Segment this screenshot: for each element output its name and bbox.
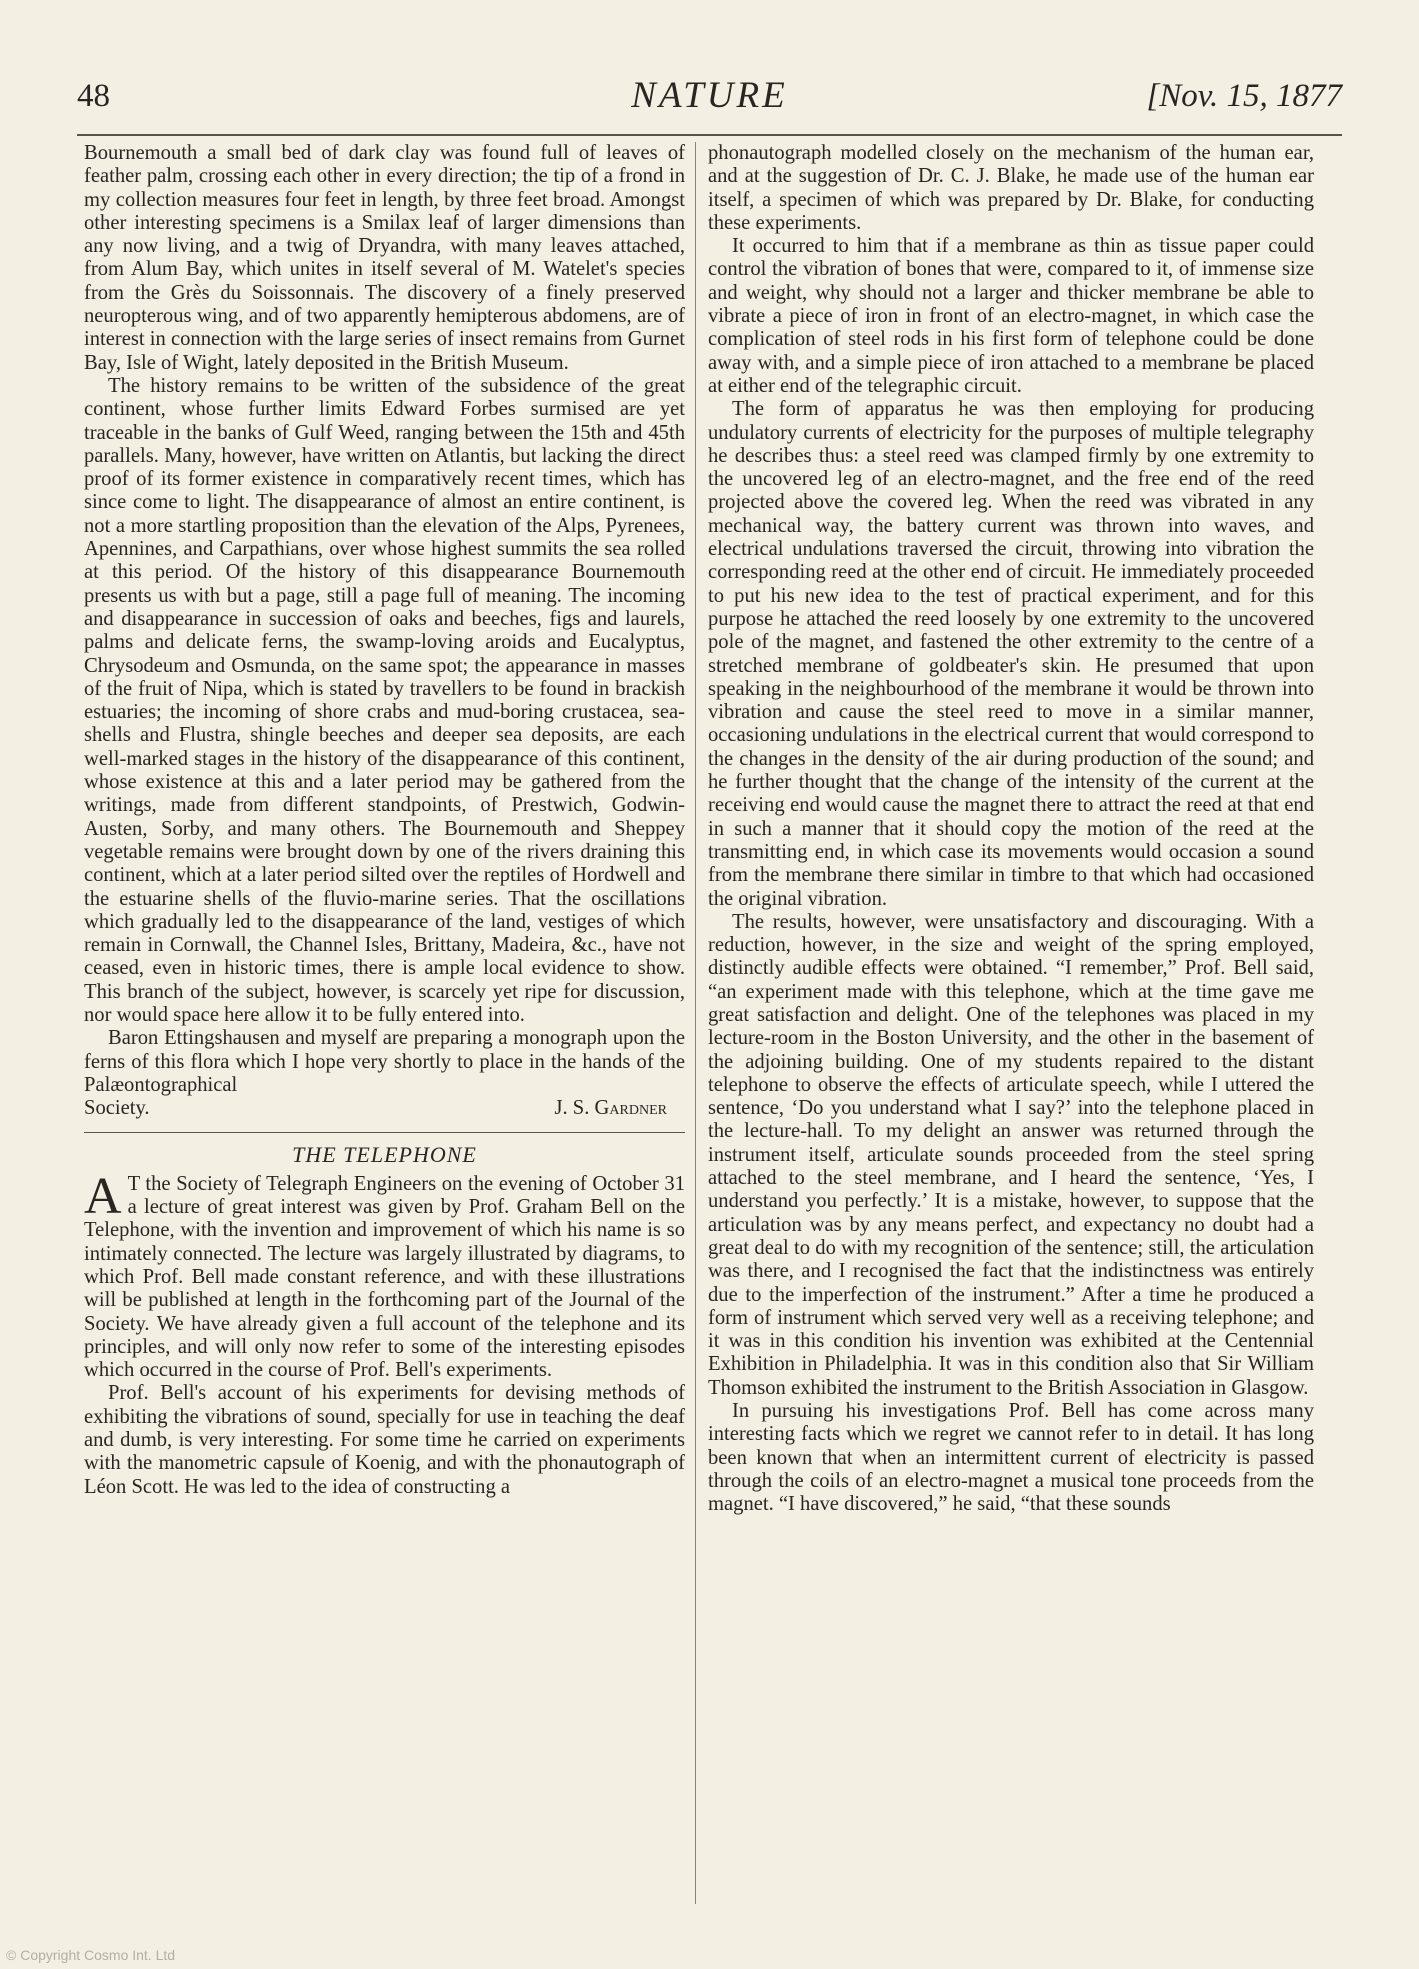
drop-cap: A [84,1167,122,1225]
issue-date: [Nov. 15, 1877 [1146,78,1342,114]
journal-title: NATURE [631,75,788,116]
header-rule [77,134,1342,136]
signature-line [84,1097,685,1120]
page-header [77,70,1342,120]
left-column [84,142,685,1912]
paragraph: It occurred to him that if a membrane as thin as tissue paper could control the vibration of bones that were, compared to it, of immense size and weight, why should not a larger and thicker membrane be able to vibrate a piece of iron in front of an electro-magnet, in which case the complication of steel rods in his first form of telephone could be done away with, and a simple piece of iron attached to a membrane be placed at either end of the telegraphic circuit. [708,235,1314,397]
page-number: 48 [77,78,110,114]
paragraph: Baron Ettingshausen and myself are preparing a monograph upon the ferns of this flora which I hope very shortly to place in the hands of the Palæontographical [84,1027,685,1096]
telephone-intro: T the Society of Telegraph Engineers on the evening of October 31 a lecture of great interest was given by Prof. Graham Bell on the Telephone, with the invention and improvement of which his name is so intimately connected. The lecture was largely illustrated by diagrams, to which Prof. Bell made constant reference, and with these illustrations will be published at length in the forthcoming part of the Journal of the Society. We have already given a full account of the telephone and its principles, and will only now refer to some of the interesting episodes which occurred in the course of Prof. Bell's experiments. [84,1172,685,1382]
section-divider [84,1132,685,1133]
paragraph: In pursuing his investigations Prof. Bell has come across many interesting facts which we regret we cannot refer to in detail. It has long been known that when an intermittent current of electricity is passed through the coils of an electro-magnet a musical tone proceeds from the magnet. “I have discovered,” he said, “that these sounds [708,1400,1314,1516]
author-signature: J. S. Gardner [554,1097,667,1120]
paragraph: Bournemouth a small bed of dark clay was found full of leaves of feather palm, crossing each other in every direction; the tip of a frond in my collection measures four feet in length, by three feet broad. Amongst other interesting specimens is a Smilax leaf of larger dimensions than any now living, and a twig of Dryandra, with many leaves attached, from Alum Bay, which unites in itself several of M. Watelet's species from the Grès du Soissonnais. The discovery of a finely preserved neuropterous wing, and of two apparently hemipterous abdomens, are of interest in connection with the large series of insect remains from Gurnet Bay, Isle of Wight, lately deposited in the British Museum. [84,142,685,374]
section-title: THE TELEPHONE [292,1142,477,1168]
right-column [708,142,1314,1912]
paragraph [84,1167,685,1383]
paragraph: The results, however, were unsatisfactory and discouraging. With a reduction, however, in the size and weight of the spring employed, distinctly audible effects were obtained. “I remember,” Prof. Bell said, “an experiment made with this telephone, which at the time gave me great satisfaction and delight. One of the telephones was placed in my lecture-room in the Boston University, and the other in the basement of the adjoining building. One of my students repaired to the distant telephone to observe the effects of articulate speech, while I uttered the sentence, ‘Do you understand what I say?’ into the telephone placed in the lecture-hall. To my delight an answer was returned through the instrument itself, articulate sounds proceeded from the steel spring attached to the steel membrane, and I heard the sentence, ‘Yes, I understand you perfectly.’ It is a mistake, however, to suppose that the articulation was by any means perfect, and expectancy no doubt had a great deal to do with my recognition of the sentence; still, the articulation was there, and I recognised the fact that the indistinctness was entirely due to the imperfection of the instrument.” After a time he produced a form of instrument which served very well as a receiving telephone; and it was in this condition his invention was exhibited at the Centennial Exhibition in Philadelphia. It was in this condition also that Sir William Thomson exhibited the instrument to the British Association in Glasgow. [708,910,1314,1399]
copyright-watermark: © Copyright Cosmo Int. Ltd [6,1947,176,1963]
paragraph: The history remains to be written of the subsidence of the great continent, whose further limits Edward Forbes surmised are yet traceable in the banks of Gulf Weed, ranging between the 15th and 45th parallels. Many, however, have written on Atlantis, but lacking the direct proof of its former existence in comparatively recent times, which has since come to light. The disappearance of almost an entire continent, is not a more startling proposition than the elevation of the Alps, Pyrenees, Apennines, and Carpathians, over whose highest summits the sea rolled at this period. Of the history of this disappearance Bournemouth presents us with but a page, still a page full of meaning. The incoming and disappearance in succession of oaks and beeches, figs and laurels, palms and delicate ferns, the swamp-loving aroids and Eucalyptus, Chrysodeum and Osmunda, on the same spot; the appearance in masses of the fruit of Nipa, which is stated by travellers to be found in brackish estuaries; the incoming of shore crabs and mud-boring crustacea, sea-shells and Flustra, shingle beeches and deeper sea deposits, are each well-marked stages in the history of the disappearance of this continent, whose existence at this and a later period may be gathered from the writings, made from different standpoints, of Prestwich, Godwin-Austen, Sorby, and many others. The Bournemouth and Sheppey vegetable remains were brought down by one of the rivers draining this continent, which at a later period silted over the reptiles of Hordwell and the estuarine shells of the fluvio-marine series. That the oscillations which gradually led to the disappearance of the land, vestiges of which remain in Cornwall, the Channel Isles, Brittany, Madeira, &c., have not ceased, even in historic times, there is ample local evidence to show. This branch of the subject, however, is scarcely yet ripe for discussion, nor would space here allow it to be fully entered into. [84,374,685,1026]
paragraph: phonautograph modelled closely on the mechanism of the human ear, and at the suggestion of Dr. C. J. Blake, he made use of the human ear itself, a specimen of which was prepared by Dr. Blake, for conducting these experiments. [708,142,1314,234]
column-divider [695,142,696,1904]
paragraph: Prof. Bell's account of his experiments for devising methods of exhibiting the vibrations of sound, specially for use in teaching the deaf and dumb, is very interesting. For some time he carried on experiments with the manometric capsule of Koenig, and with the phonautograph of Léon Scott. He was led to the idea of constructing a [84,1382,685,1498]
paragraph: The form of apparatus he was then employing for producing undulatory currents of electricity for the purposes of multiple telegraphy he describes thus: a steel reed was clamped firmly by one extremity to the uncovered leg of an electro-magnet, and the free end of the reed projected above the covered leg. When the reed was vibrated in any mechanical way, the battery current was thrown into waves, and electrical undulations traversed the circuit, throwing into vibration the corresponding reed at the other end of circuit. He immediately proceeded to put his new idea to the test of practical experiment, and for this purpose he attached the reed loosely by one extremity to the uncovered pole of the magnet, and fastened the other extremity to the centre of a stretched membrane of goldbeater's skin. He presumed that upon speaking in the neighbourhood of the membrane it would be thrown into vibration and cause the steel reed to move in a similar manner, occasioning undulations in the electrical current that would correspond to the changes in the density of the air during production of the sound; and he further thought that the change of the intensity of the current at the receiving end would cause the magnet there to attract the reed at that end in such a manner that it should copy the motion of the reed at the transmitting end, in which case its movements would occasion a sound from the membrane there similar in timbre to that which had occasioned the original vibration. [708,398,1314,910]
signature-lead: Society. [84,1097,150,1120]
